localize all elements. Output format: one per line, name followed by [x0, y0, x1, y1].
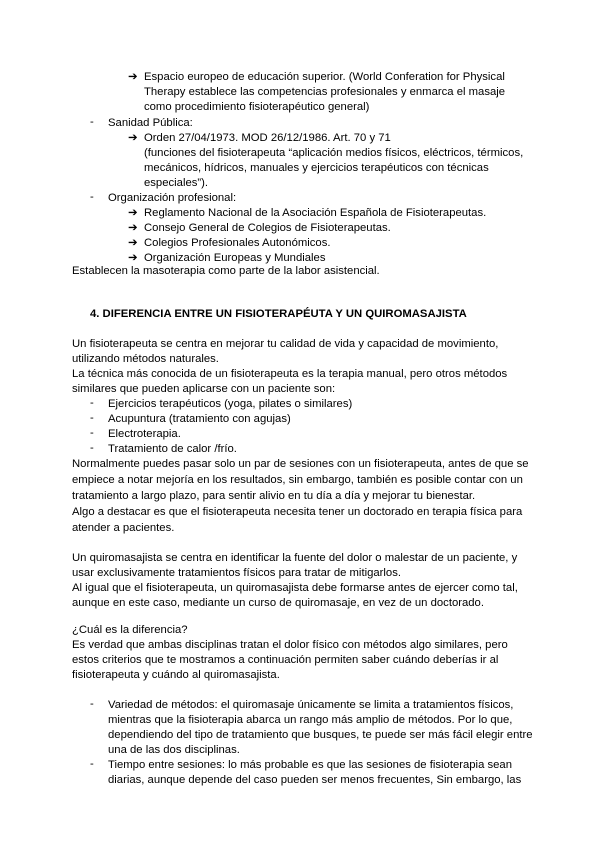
text-line: empiece a notar mejoría en los resultados, sin embargo, también es posible contar con un	[72, 474, 523, 486]
text-line: Orden 27/04/1973. MOD 26/12/1986. Art. 70 y 71	[144, 132, 391, 144]
list-item: Tratamiento de calor /frío.	[108, 443, 237, 455]
list-item: Tiempo entre sesiones: lo más probable es que las sesiones de fisioterapia sean	[108, 759, 512, 771]
text-line: La técnica más conocida de un fisioterapeuta es la terapia manual, pero otros métodos	[72, 368, 508, 380]
list-item: Sanidad Pública:	[108, 117, 193, 129]
text-line: Un quiromasajista se centra en identificar la fuente del dolor o malestar de un paciente, y	[72, 552, 518, 564]
arrow-icon: ➔	[128, 252, 138, 264]
dash-bullet: -	[90, 698, 94, 710]
dash-bullet: -	[90, 116, 94, 128]
list-item: Variedad de métodos: el quiromasaje únicamente se limita a tratamientos físicos,	[108, 699, 514, 711]
text-line: Al igual que el fisioterapeuta, un quiromasajista debe formarse antes de ejercer como tal,	[72, 582, 518, 594]
text-line: utilizando métodos naturales.	[72, 353, 219, 365]
text-line: Espacio europeo de educación superior. (World Conferation for Physical	[144, 71, 505, 83]
list-item: Reglamento Nacional de la Asociación Española de Fisioterapeutas.	[144, 207, 487, 219]
text-line: mientras que la fisioterapia abarca un rango más amplio de métodos. Por lo que,	[108, 714, 513, 726]
dash-bullet: -	[90, 412, 94, 424]
dash-bullet: -	[90, 442, 94, 454]
text-line: especiales”).	[144, 177, 209, 189]
dash-bullet: -	[90, 191, 94, 203]
text-line: mecánicos, hídricos, manuales y ejercicios terapéuticos con técnicas	[144, 162, 489, 174]
text-line: aunque en este caso, mediante un curso de quiromasaje, en vez de un doctorado.	[72, 597, 484, 609]
list-item: Organización Europeas y Mundiales	[144, 252, 326, 264]
arrow-icon: ➔	[128, 222, 138, 234]
text-line: como procedimiento fisioterapéutico general)	[144, 101, 370, 113]
text-line: similares que pueden aplicarse con un paciente son:	[72, 383, 336, 395]
text-line: dependiendo del tipo de tratamiento que busques, te puede ser más fácil elegir entre	[108, 729, 533, 741]
text-line: una de las dos disciplinas.	[108, 744, 240, 756]
text-line: usar exclusivamente tratamientos físicos para tratar de mitigarlos.	[72, 567, 401, 579]
arrow-icon: ➔	[128, 132, 138, 144]
text-line: Algo a destacar es que el fisioterapeuta necesita tener un doctorado en terapia física para	[72, 506, 523, 518]
text-line: Establecen la masoterapia como parte de la labor asistencial.	[72, 265, 380, 277]
text-line: estos criterios que te mostramos a continuación permiten saber cuándo deberías ir al	[72, 654, 499, 666]
text-line: Un fisioterapeuta se centra en mejorar tu calidad de vida y capacidad de movimiento,	[72, 338, 499, 350]
list-item: Organización profesional:	[108, 192, 237, 204]
text-line: Es verdad que ambas disciplinas tratan el dolor físico con métodos algo similares, pero	[72, 639, 508, 651]
text-line: atender a pacientes.	[72, 522, 175, 534]
text-line: Therapy establece las competencias profesionales y enmarca el masaje	[144, 86, 506, 98]
list-item: Consejo General de Colegios de Fisioterapeutas.	[144, 222, 391, 234]
section-heading: 4. DIFERENCIA ENTRE UN FISIOTERAPÉUTA Y UN QUIROMASAJISTA	[90, 308, 467, 320]
dash-bullet: -	[90, 758, 94, 770]
arrow-icon: ➔	[128, 237, 138, 249]
arrow-icon: ➔	[128, 207, 138, 219]
dash-bullet: -	[90, 427, 94, 439]
text-line: diarias, aunque depende del caso pueden ser menos frecuentes, Sin embargo, las	[108, 774, 522, 786]
text-line: Normalmente puedes pasar solo un par de sesiones con un fisioterapeuta, antes de que se	[72, 458, 529, 470]
text-line: (funciones del fisioterapeuta “aplicación medios físicos, eléctricos, térmicos,	[144, 147, 524, 159]
question-heading: ¿Cuál es la diferencia?	[72, 624, 188, 636]
text-line: fisioterapeuta y cuándo al quiromasajista.	[72, 669, 280, 681]
arrow-icon: ➔	[128, 71, 138, 83]
list-item: Acupuntura (tratamiento con agujas)	[108, 413, 291, 425]
list-item: Colegios Profesionales Autonómicos.	[144, 237, 331, 249]
list-item: Electroterapia.	[108, 428, 181, 440]
text-line: tratamiento a largo plazo, para sentir alivio en tu día a día y mejorar tu bienestar.	[72, 490, 476, 502]
dash-bullet: -	[90, 397, 94, 409]
list-item: Ejercicios terapéuticos (yoga, pilates o similares)	[108, 398, 353, 410]
